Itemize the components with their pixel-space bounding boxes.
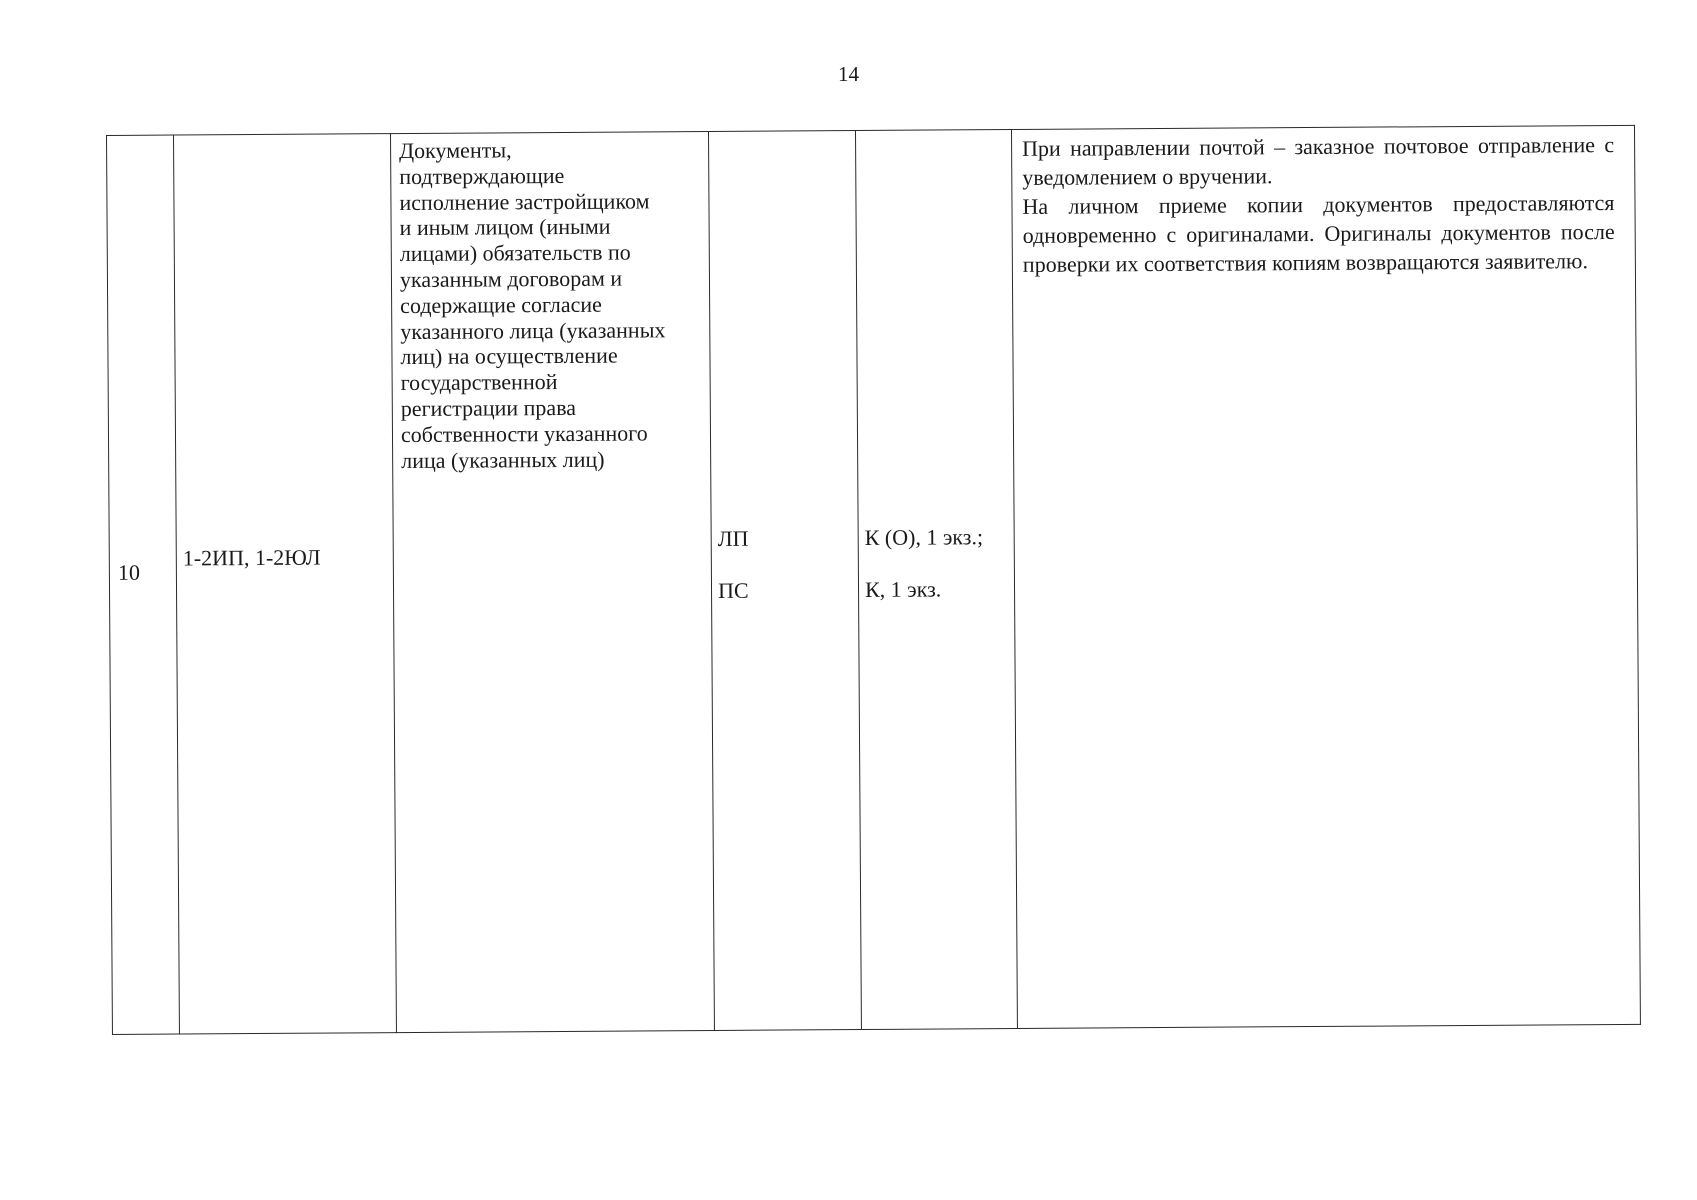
document-line: регистрации права	[400, 394, 577, 422]
document-line: подтверждающие	[399, 162, 565, 189]
document-line: Документы,	[399, 137, 512, 164]
document-line: собственности указанного	[400, 420, 648, 447]
document-description	[399, 136, 706, 473]
document-line: исполнение застройщиком	[399, 187, 650, 215]
row-index-cell	[107, 135, 180, 1034]
requirements-table	[106, 125, 1641, 1035]
document-line: указанного лица (указанных	[400, 316, 666, 344]
document-line: указанным договорам и	[399, 265, 623, 293]
submission-method-personal: ЛП	[717, 525, 749, 551]
submission-method-post: ПС	[717, 577, 749, 603]
copy-form-cell	[855, 129, 1017, 1029]
applicant-codes: 1-2ИП, 1-2ЮЛ	[182, 544, 321, 571]
copy-form-post: К, 1 экз.	[864, 576, 942, 602]
document-line: и иным лицом (иными	[399, 214, 611, 241]
document-line: лица (указанных лиц)	[401, 446, 605, 473]
note-cell	[1011, 125, 1640, 1028]
submission-method-cell	[708, 131, 861, 1031]
document-line: лицами) обязательств по	[399, 239, 631, 267]
copy-form-personal: К (О), 1 экз.;	[864, 524, 984, 550]
table-row	[107, 125, 1641, 1034]
note-paragraph-personal: На личном приеме копии документов предоставляются одновременно с оригиналами. Оригиналы документов после проверки их соответствия копиям возвращаются заявителю.	[1022, 189, 1615, 277]
document-line: государственной	[400, 369, 558, 396]
page-number: 14	[838, 62, 859, 86]
note-paragraph-post: При направлении почтой – заказное почтовое отправление с уведомлением о вручении.	[1022, 131, 1615, 190]
document-line: содержащие согласие	[400, 291, 602, 318]
applicant-codes-cell	[174, 134, 397, 1034]
note-text	[1022, 130, 1615, 279]
row-index: 10	[117, 559, 140, 585]
document-line: лиц) на осуществление	[400, 342, 618, 370]
document-description-cell	[390, 132, 714, 1033]
